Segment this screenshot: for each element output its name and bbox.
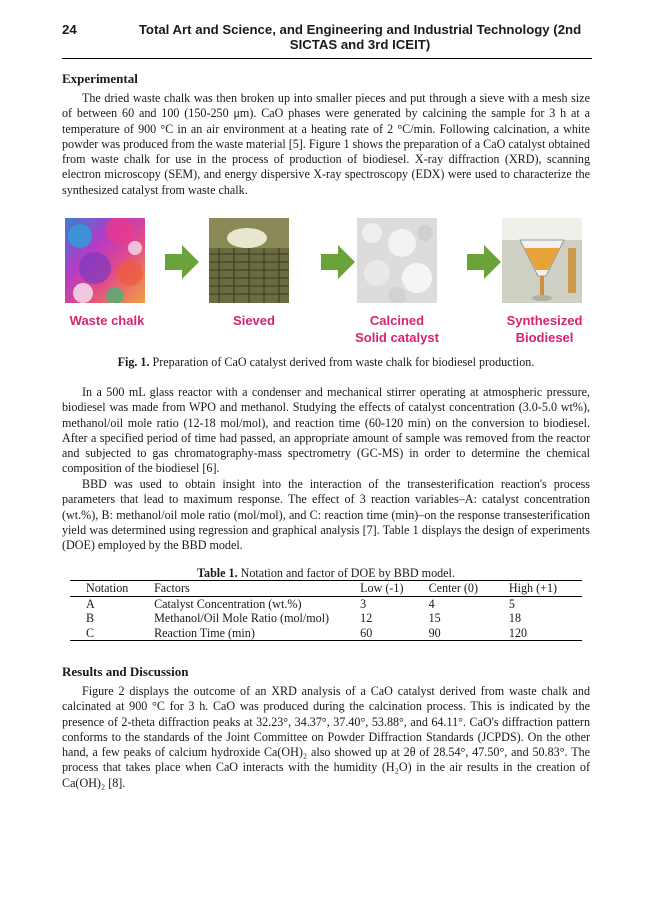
section-heading-results: Results and Discussion	[62, 664, 189, 679]
label-biodiesel-line1: Synthesized	[506, 313, 583, 328]
figure-caption-text: Preparation of CaO catalyst derived from waste chalk for biodiesel production.	[149, 355, 535, 369]
table-cell: 90	[427, 626, 507, 641]
label-biodiesel	[487, 312, 602, 346]
table-cell: B	[86, 611, 95, 626]
table-row	[70, 611, 582, 626]
table-cell: A	[86, 596, 95, 611]
table-cell: 5	[508, 596, 515, 611]
table-cell: 18	[508, 611, 521, 626]
figure-1	[62, 218, 592, 358]
table-cell: Reaction Time (min)	[152, 626, 358, 641]
arrow-icon	[165, 245, 199, 279]
paragraph-4: Figure 2 displays the outcome of an XRD analysis of a CaO catalyst derived from waste chalk and calcinated at 900 °C for 3 h. CaO was produced during the calcination process. This is indicated by the presence of 2-theta diffraction peaks at 32.23°, 34.37°, 37.40°, 53.88°, and 64.11°. CaO's diffraction pattern conforms to the standards of the Joint Committee on Powder Diffraction Standards (JCPDS). On the other hand, a few peaks of calcium hydroxide Ca(OH)₂ also showed up at 2θ of 28.54°, 47.50°, and 50.83°. The process that takes place when CaO interacts with the humidity (H₂O) in the air results in the creation of Ca(OH)₂ [8].	[62, 684, 590, 790]
figure-caption-label: Fig. 1.	[117, 355, 150, 369]
table-cell: 15	[428, 611, 441, 626]
biodiesel-photo	[502, 218, 582, 303]
table-cell: 4	[428, 596, 435, 611]
table-header-cell: Notation	[70, 581, 152, 597]
table-cell: Catalyst Concentration (wt.%)	[154, 596, 302, 611]
running-title: Total Art and Science, and Engineering and Industrial Technology (2nd SICTAS and 3rd ICEIT)	[138, 22, 582, 52]
label-calcined-line2: Solid catalyst	[355, 330, 439, 345]
table-caption-text: Notation and factor of DOE by BBD model.	[237, 566, 455, 580]
table-header-cell: Center (0)	[427, 581, 507, 597]
table-header-cell: High (+1)	[507, 581, 582, 597]
table-cell: 60	[358, 626, 426, 641]
arrow-icon	[321, 245, 355, 279]
figure-1-caption	[62, 355, 590, 370]
table-header-cell: Factors	[152, 581, 358, 597]
waste-chalk-photo	[65, 218, 145, 303]
label-calcined-line1: Calcined	[369, 313, 425, 328]
table-header-row	[70, 581, 582, 597]
table-cell: 3	[360, 596, 367, 611]
sieved-photo	[209, 218, 289, 303]
paragraph-1: The dried waste chalk was then broken up into smaller pieces and put through a sieve with a mesh size of between 60 and 100 (150-250 μm). CaO phases were generated by calcining the sample for 3 h at a temperature of 900 °C in an air environment at a heating rate of 2 °C/min. Following calcination, a white powder was produced from the waste material [5]. Figure 1 shows the preparation of a CaO catalyst obtained from waste chalk for use in the process of production of biodiesel. X-ray diffraction (XRD), scanning electron microscopy (SEM), and energy dispersive X-ray spectroscopy (EDX) were used to characterize the synthesized catalyst from waste chalk.	[62, 91, 590, 197]
arrow-icon	[467, 245, 501, 279]
page-number: 24	[62, 22, 77, 37]
table-1-caption	[62, 566, 590, 581]
table-row	[70, 596, 582, 611]
table-caption-label: Table 1.	[197, 566, 238, 580]
table-cell: 12	[360, 611, 373, 626]
table-cell: C	[70, 626, 152, 641]
header-rule	[62, 58, 592, 59]
table-header-cell: Low (-1)	[358, 581, 426, 597]
label-calcined	[332, 312, 462, 346]
label-biodiesel-line2: Biodiesel	[515, 330, 574, 345]
label-sieved: Sieved	[233, 313, 275, 328]
label-waste-chalk: Waste chalk	[69, 313, 145, 328]
table-row	[70, 626, 582, 641]
paragraph-2: In a 500 mL glass reactor with a condenser and mechanical stirrer operating at atmospheric pressure, biodiesel was made from WPO and methanol. Studying the effects of catalyst concentration (3.0-5.0 wt%), methanol/oil mole ratio (12-18 mol/mol), and reaction time (60-120 min) on the conversion to biodiesel. After a specified period of time had passed, an appropriate amount of sample was removed from the reactor and subjected to gas chromatography-mass spectrometry (GC-MS) in order to determine the chemical composition of the biodiesel [6].	[62, 385, 590, 476]
table-cell: 120	[507, 626, 582, 641]
paragraph-3: BBD was used to obtain insight into the interaction of the transesterification reaction's process parameters that lead to maximum response. The effect of 3 reaction variables–A: catalyst concentration (wt.%), B: methanol/oil mole ratio (mol/mol), and C: reaction time (min)–on the response transesterification yield was determined using regression and graphical analysis [7]. Table 1 displays the design of experiments (DOE) employed by the BBD model.	[62, 477, 590, 553]
table-cell: Methanol/Oil Mole Ratio (mol/mol)	[154, 611, 330, 626]
calcined-powder-photo	[357, 218, 437, 303]
section-heading-experimental: Experimental	[62, 71, 138, 86]
doe-table	[70, 580, 582, 641]
